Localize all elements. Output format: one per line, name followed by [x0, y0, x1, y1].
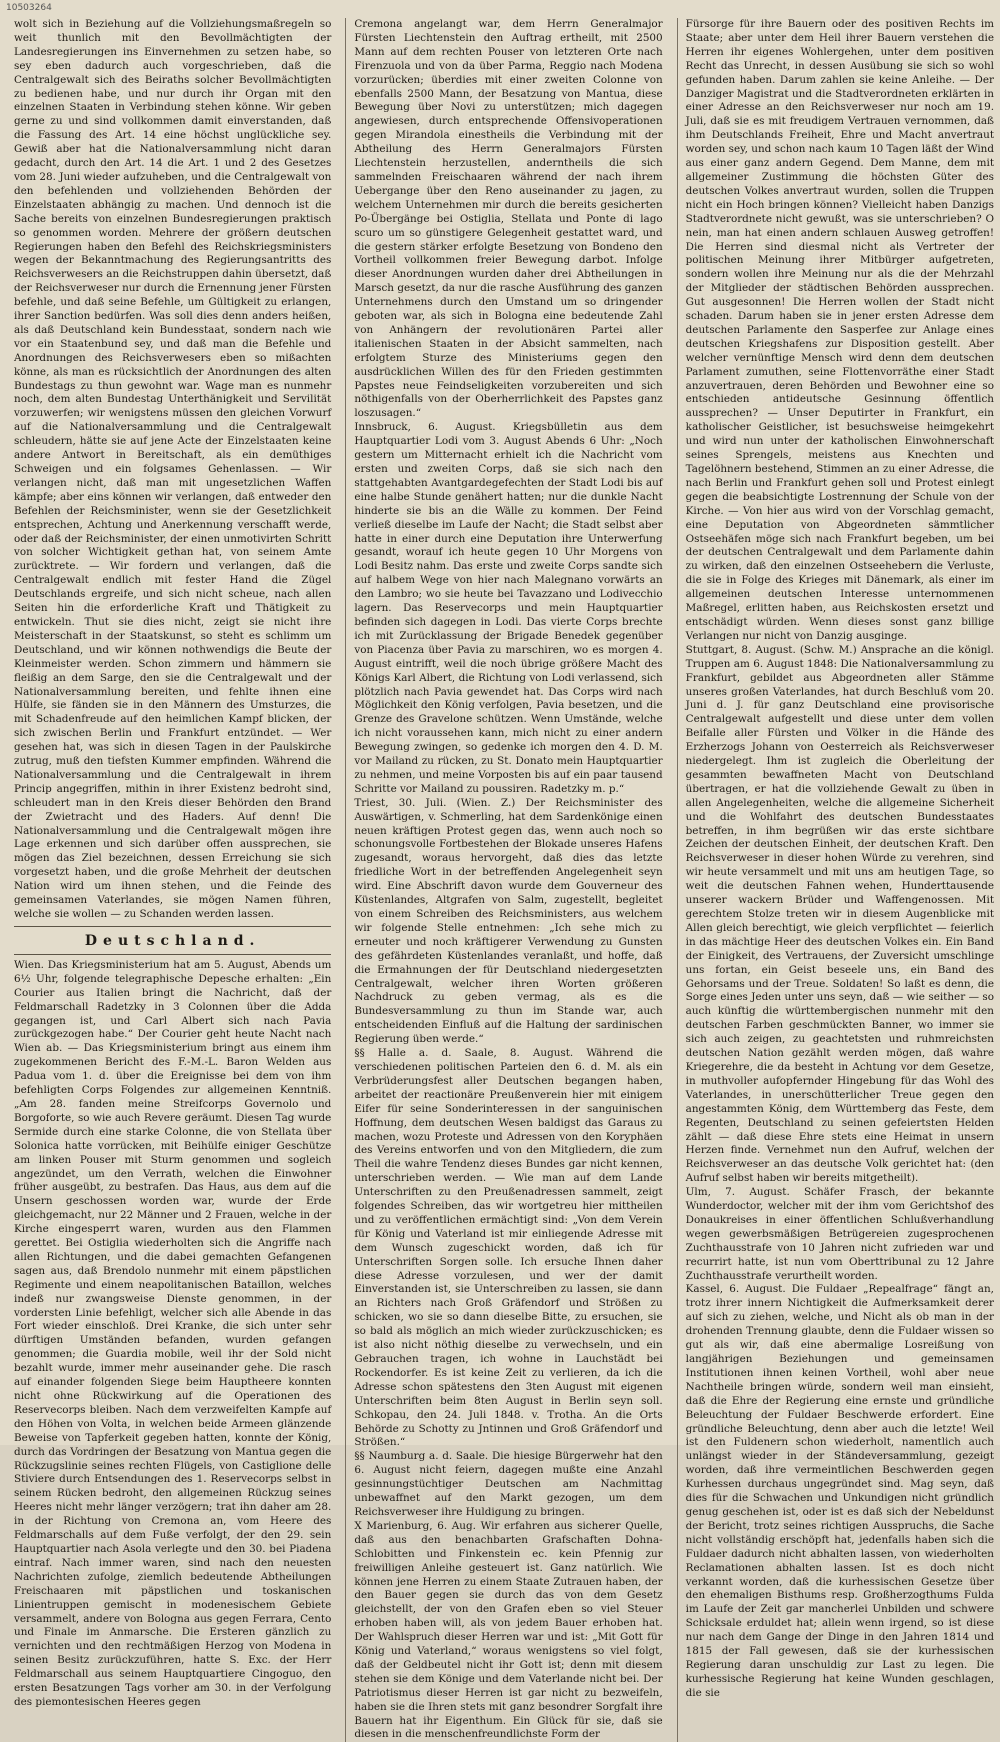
- article-text: §§ Naumburg a. d. Saale. Die hiesige Bürgerwehr hat den 6. August nicht feiern, dagegen mußte eine Anzahl gesinnungstüchtiger Deutschen am Nachmittag unbewaffnet auf den Markt gezogen, um dem Reichsverweser ihre Huldigung zu bringen.: [354, 1450, 663, 1518]
- column-1: [14, 18, 331, 1742]
- text-columns: [14, 18, 994, 1741]
- article-text: Cremona angelangt war, dem Herrn Generalmajor Fürsten Liechtenstein den Auftrag ertheilt, mit 2500 Mann auf dem rechten Pouser von letzteren Orte nach Firenzuola und von da über Parma, Reggio nach Modena vorzurücken; überdies mit einer zweiten Colonne von ebenfalls 2500 Mann, der Besatzung von Mantua, diese Bewegung über Novi zu unterstützen; mich dagegen angewiesen, durch entsprechende Offensivoperationen gegen Mirandola einestheils die Verbindung mit der Abtheilung des Herrn Generalmajors Fürsten Liechtenstein herzustellen, anderntheils die sich sammelnden Freischaaren während der nach ihrem Uebergange über den Reno auseinander zu jagen, zu welchem Unternehmen mir durch die bereits gesicherten Po-Übergänge bei Ostiglia, Stellata und Ponte di lago scuro um so günstigere Gelegenheit gestattet ward, und die gestern stärker erfolgte Besetzung von Bondeno den Vortheil vollkommen freier Bewegung darbot. Infolge dieser Anordnungen wurden daher drei Abtheilungen in Marsch gesetzt, da nur die rasche Ausführung des ganzen Unternehmens durch den Umstand um so dringender geboten war, als sich in Bologna eine bedeutende Zahl von Anhängern der revolutionären Partei aller italienischen Staaten in der Absicht sammelten, nach erfolgtem Sturze des Ministeriums gegen den ausdrücklichen Willen des für den Frieden gestimmten Papstes neue Feindseligkeiten vorzubereiten und sich nöthigenfalls von der Oberherrlichkeit des Papstes ganz loszusagen.“: [354, 18, 663, 420]
- article-text: Ulm, 7. August. Schäfer Frasch, der bekannte Wunderdoctor, welcher mit der ihm vom Gerichtshof des Donaukreises in einer öffentlichen Schlußverhandlung wegen gewerbsmäßigen Betrügereien zugesprochenen Zuchthausstrafe von 10 Jahren nicht zufrieden war und recurrirt hatte, ist nun vom Oberttribunal zu 12 Jahre Zuchthausstrafe verurtheilt worden.: [685, 1186, 994, 1282]
- article-text: Wien. Das Kriegsministerium hat am 5. August, Abends um 6½ Uhr, folgende telegraphische Depesche erhalten: „Ein Courier aus Italien bringt die Nachricht, daß der Feldmarschall Radetzky in 3 Colonnen über die Adda gegangen ist, und Carl Albert sich nach Pavia zurückgezogen habe.“ Der Courier geht heute Nacht nach Wien ab. — Das Kriegsministerium bringt aus einem ihm zugekommenen Bericht des F.-M.-L. Baron Welden aus Padua vom 1. d. über die Ereignisse bei dem von ihm befehligten Corps Folgendes zur allgemeinen Kenntniß. „Am 28. fanden meine Streifcorps Governolo und Borgoforte, so wie auch Revere geräumt. Diesen Tag wurde Sermide durch eine starke Colonne, die von Stellata über Solonica hatte vorrücken, mit Beihülfe einiger Geschütze am linken Pouser mit Sturm genommen und sogleich angezündet, um den Verrath, welchen die Einwohner früher ausgeübt, zu bestrafen. Das Haus, aus dem auf die Unsern geschossen worden war, wurde der Erde gleichgemacht, nur 22 Männer und 2 Frauen, welche in der Kirche eingesperrt waren, wurden aus den Flammen gerettet. Bei Ostiglia wiederholten sich die Angriffe nach allen Richtungen, und die dabei gemachten Gefangenen sagen aus, daß Brendolo nunmehr mit einem päpstlichen Regimente und einem neapolitanischen Bataillon, welches indeß nur zwangsweise Dienste genommen, in der vordersten Linie befehligt, welcher sich alle Abende in das Fort wieder einschloß. Drei Kranke, die sich unter sehr dürftigen Umständen befanden, wurden gefangen genommen; die Guardia mobile, weil ihr der Sold nicht bezahlt wurde, immer mehr auseinander gehe. Die rasch auf einander folgenden Siege beim Hauptheere konnten nicht ohne Rückwirkung auf die Operationen des Reservecorps bleiben. Nach dem verzweifelten Kampfe auf den Höhen von Volta, in welchen beide Armeen glänzende Beweise von Tapferkeit gegeben hatten, konnte der König, durch das Vordringen der Besatzung von Mantua gegen die Rückzugslinie seines rechten Flügels, von Castiglione delle Stiviere durch Entsendungen des 1. Reservecorps selbst in seinem Rücken bedroht, den allgemeinen Rückzug seines Heeres nicht mehr länger verzögern; trat ihn daher am 28. in der Richtung von Cremona an, vom Heere des Feldmarschalls auf dem Fuße verfolgt, der den 29. sein Hauptquartier nach Asola verlegte und den 30. bei Piadena eintraf. Nach immer waren, sind nach den neuesten Nachrichten zufolge, ziemlich bedeutende Abtheilungen Freischaaren mit päpstlichen und toskanischen Linientruppen gemischt in modenesischem Gebiete versammelt, andere von Bologna aus gegen Ferrara, Cento und Finale im Anmarsche. Die Ersteren gänzlich zu vernichten und den rechtmäßigen Herzog von Modena in seinen Besitz zurückzuführen, hatte S. Exc. der Herr Feldmarschall aus seinem Hauptquartiere Cingoguo, den ersten Besatzungen Tags vorher am 30. in der Verfolgung des piemontesischen Heeres gegen: [14, 958, 332, 1708]
- article-text: Triest, 30. Juli. (Wien. Z.) Der Reichsminister des Auswärtigen, v. Schmerling, hat dem Sardenkönige einen neuen kräftigen Protest gegen das, wenn auch noch so schonungsvolle Fortbestehen der Blokade unseres Hafens zugesandt, woraus hervorgeht, daß dies das letzte friedliche Wort in der betreffenden Angelegenheit seyn wird. Eine Abschrift davon wurde dem Gouverneur des Küstenlandes, Altgrafen von Salm, zugestellt, begleitet von einem Schreiben des Reichsministers, aus welchem wir folgende Stelle entnehmen: „Ich sehe mich zu erneuter und noch kräftigerer Verwendung zu Gunsten des gefährdeten Küstenlandes veranlaßt, und hoffe, daß die Ermahnungen der für Deutschland niedergesetzten Centralgewalt, welcher ihren Worten größeren Nachdruck zu geben vermag, als es die Bundesversammlung zu thun im Stande war, auch entscheidenden Einfluß auf die Haltung der sardinischen Regierung üben werde.“: [354, 796, 663, 1046]
- column-3: [677, 18, 994, 1742]
- article-text: §§ Halle a. d. Saale, 8. August. Während die verschiedenen politischen Parteien den 6. d. M. als ein Verbrüderungsfest aller Deutschen begangen haben, arbeitet der reactionäre Preußenverein hier mit einigem Eifer für seine Sonderinteressen in der sanguinischen Hoffnung, dem deutschen Wesen baldigst das Garaus zu machen, wozu Proteste und Adressen von den Koryphäen des Vereins entworfen und von den Mitgliedern, die zum Theil die wahre Tendenz dieses Bundes gar nicht kennen, unterschrieben werden. — Wie man auf dem Lande Unterschriften zu den Preußenadressen sammelt, zeigt folgendes Schreiben, das wir wortgetreu hier mittheilen und zu veröffentlichen ermächtigt sind: „Von dem Verein für König und Vaterland ist mir einliegende Adresse mit dem Wunsch zugeschickt worden, daß ich für Unterschriften Sorgen solle. Ich ersuche Ihnen daher diese Adresse vorzulesen, und wer der damit Einverstanden ist, sie Unterschreiben zu lassen, sie dann an Richters nach Groß Gräfendorf und Strößen zu schicken, wo sie so dann dieselbe Bitte, zu ersuchen, sie so bald als möglich an mich wieder zurückzuschicken; es ist also nicht nöthig dieselbe zu verwechseln, und ein Gebrauchen tragen, ich wohne in Lauchstädt bei Rockendorfer. Es ist keine Zeit zu verlieren, da ich die Adresse schon spätestens den 3ten August mit eigenen Unterschriften beim 8ten August in Berlin seyn soll. Schkopau, den 24. Juli 1848. v. Trotha. An die Orts Behörde zu Schotty zu Jntinnen und Groß Gräfendorf und Strößen.“: [354, 1047, 663, 1449]
- article-text: Stuttgart, 8. August. (Schw. M.) Ansprache an die königl. Truppen am 6. August 1848: Die Nationalversammlung zu Frankfurt, gebildet aus Abgeordneten aller Stämme unseres großen Vaterlandes, hat durch Beschluß vom 20. Juni d. J. für ganz Deutschland eine provisorische Centralgewalt aufgestellt und diese unter dem vollen Beifalle aller Fürsten und Völker in die Hände des Erzherzogs Johann von Oesterreich als Reichsverweser niedergelegt. Ihm ist zugleich die Oberleitung der gesammten bewaffneten Macht von Deutschland übertragen, er hat die vollziehende Gewalt zu üben in allen Angelegenheiten, welche die allgemeine Sicherheit und die Wohlfahrt des deutschen Bundesstaates betreffen, in ihm begrüßen wir das erste sichtbare Zeichen der deutschen Einheit, der deutschen Kraft. Den Reichsverweser in dieser hohen Würde zu verehren, sind wir heute versammelt und mit uns am heutigen Tage, so weit die deutschen Fahnen wehen, Hunderttausende unserer wackern Brüder und Waffengenossen. Mit gerechtem Stolze treten wir in diesem Augenblicke mit Allen gleich berechtigt, wie gleich verpflichtet — feierlich in das mächtige Heer des deutschen Volkes ein. Ein Band der Einigkeit, des Vertrauens, der Zuversicht umschlinge uns fortan, ein Geist beseele uns, ein Band des Gehorsams und der Treue. Soldaten! So laßt es denn, die Sorge eines Jeden unter uns seyn, daß — wie seither — so auch künftig die württembergischen nunmehr mit den deutschen Farben geschmückten Banner, wo immer sie sich auch zeigen, zu geachtetsten und ruhmreichsten deutschen Nation gezählt werden mögen, daß wahre Kriegerehre, die da besteht in Achtung vor dem Gesetze, in muthvoller aufopfernder Hingebung für das Wohl des Vaterlandes, in unerschütterlicher Treue gegen den angestammten König, dem Württemberg das Feste, dem Regenten, Deutschland zu seinen gefeiertsten Helden zählt — daß diese Ehre stets eine Heimat in unsern Herzen finde. Vernehmet nun den Aufruf, welchen der Reichsverweser an das deutsche Volk gerichtet hat: (den Aufruf selbst haben wir bereits mitgetheilt).: [685, 643, 994, 1185]
- column-2: [345, 18, 662, 1742]
- column-rule: [14, 954, 331, 955]
- article-text: Kassel, 6. August. Die Fuldaer „Repealfrage“ fängt an, trotz ihrer innern Nichtigkeit die Aufmerksamkeit derer auf sich zu ziehen, welche, und Nicht als ob man in der drohenden Trennung glaubte, denn die Fuldaer wissen so gut als wir, daß eine abermalige Losreißung von langjährigen Beziehungen und gemeinsamen Institutionen ihnen keinen Vortheil, wohl aber neue Nachtheile bringen würde, sondern weil man einsieht, daß die Ehre der Regierung eine ernste und gründliche Beleuchtung der Fuldaer Beschwerde erfordert. Eine gründliche Beleuchtung, denn aber auch die letzte! Weil ist den Fuldenern schon wiederholt, namentlich auch unlängst wieder in der Ständeversammlung, gezeigt worden, daß ihre vermeintlichen Beschwerden gegen Kurhessen durchaus ungegründet sind. Mag seyn, daß dies für die Schwachen und Unkundigen nicht gründlich genug geschehen ist, oder ist es daß sich der Nebeldunst der Bericht, trotz seines richtigen Ausspruchs, die Sache nicht vollständig erschöpft hat, jedenfalls haben sich die Fuldaer dadurch nicht abhalten lassen, von wiederholten Reclamationen abhalten lassen. Ist es doch nicht verkannt worden, daß die kurhessischen Gesetze über den ehemaligen Bisthums resp. Großherzogthums Fulda im Laufe der Zeit gar mancherlei Unbilden und schwere Schicksale erduldet hat; allein wenn irgend, so ist diese nur nach dem Gange der Dinge in den Jahren 1814 und 1815 der Fall gewesen, daß sie der kurhessischen Regierung daran unschuldig zur Last zu legen. Die kurhessische Regierung hat keine Wunden geschlagen, die sie: [685, 1283, 994, 1699]
- article-text: Innsbruck, 6. August. Kriegsbülletin aus dem Hauptquartier Lodi vom 3. August Abends 6 Uhr: „Noch gestern um Mitternacht erhielt ich die Nachricht vom ersten und zweiten Corps, daß sie sich nach den stattgehabten Avantgardegefechten der Stadt Lodi bis auf eine halbe Stunde genähert hatten; nur die dunkle Nacht hinderte sie bis an die Wälle zu kommen. Der Feind verließ dieselbe im Laufe der Nacht; die Stadt selbst aber hatte in einer durch eine Deputation ihre Unterwerfung gesandt, worauf ich heute gegen 10 Uhr Morgens von Lodi Besitz nahm. Das erste und zweite Corps sandte sich auf halbem Wege von hier nach Malegnano vorwärts an den Lambro; wo sie heute bei Tavazzano und Lodivecchio lagern. Das Reservecorps und mein Hauptquartier befinden sich dagegen in Lodi. Das vierte Corps brechte ich mit Zurücklassung der Brigade Benedek gegenüber von Piacenza über Pavia zu marschiren, wo es morgen 4. August eintrifft, weil die noch übrige größere Macht des Königs Karl Albert, die Richtung von Lodi verlassend, sich plötzlich nach Pavia gewendet hat. Das Corps wird nach Möglichkeit den König verfolgen, Pavia besetzen, und die Grenze des Gravelone schützen. Wenn Umstände, welche ich nicht voraussehen kann, mich nicht zu einer andern Bewegung zwingen, so gedenke ich morgen den 4. D. M. vor Mailand zu rücken, zu St. Donato mein Hauptquartier zu nehmen, und meine Vorposten bis auf ein paar tausend Schritte vor Mailand zu poussiren. Radetzky m. p.“: [354, 421, 663, 795]
- column-rule: [14, 926, 331, 927]
- section-heading: Deutschland.: [84, 932, 261, 949]
- article-text: Fürsorge für ihre Bauern oder des positiven Rechts im Staate; aber unter dem Heil ihrer Bauern verstehen die Herren ihr eigenes Wohlergehen, unter dem positiven Recht das Unrecht, in dessen Ausübung sie sich so wohl gefunden haben. Darum zahlen sie keine Anleihe. — Der Danziger Magistrat und die Stadtverordneten erklärten in einer Adresse an den Reichsverweser nur noch am 19. Juli, daß sie es mit freudigem Vertrauen vernommen, daß ihm Deutschlands Freiheit, Ehre und Macht anvertraut worden sey, und schon nach kaum 10 Tagen läßt der Wind aus einer ganz andern Gegend. Dem Manne, dem mit allgemeiner Zustimmung die höchsten Güter des deutschen Volkes anvertraut wurden, sollen die Truppen nicht ein Hoch bringen können? Vielleicht haben Danzigs Stadtverordnete nicht gewußt, was sie unterschrieben? O nein, man hat einen andern schlauen Ausweg getroffen! Die Herren sind diesmal nicht als Vertreter der politischen Meinung ihrer Mitbürger aufgetreten, sondern wollen ihre Meinung nur als die der Mehrzahl der Mitglieder der städtischen Behörden aussprechen. Gut ausgesonnen! Die Herren wollen der Stadt nicht schaden. Darum haben sie in jener ersten Adresse dem deutschen Parlamente den Sasperfee zur Anlage eines deutschen Kriegshafens zur Disposition gestellt. Aber welcher vernünftige Mensch wird denn dem deutschen Parlament zumuthen, seine Flottenvorräthe einer Stadt anzuvertrauen, deren Behörden und Bewohner eine so entschieden antideutsche Gesinnung öffentlich aussprechen? — Unser Deputirter in Frankfurt, ein katholischer Geistlicher, ist besuchsweise heimgekehrt und wird nun unter der katholischen Einwohnerschaft seines Sprengels, meistens aus Knechten und Tagelöhnern bestehend, Stimmen an zu einer Adresse, die nach Berlin und Frankfurt gehen soll und Protest einlegt gegen die beabsichtigte Lostrennung der Schule von der Kirche. — Von hier aus wird von der Vorschlag gemacht, eine Deputation von Abgeordneten sämmtlicher Ostseehäfen möge sich nach Frankfurt begeben, um bei der deutschen Centralgewalt und dem Parlamente dahin zu wirken, daß den einzelnen Ostseehebern die Verluste, die sie in Folge des Krieges mit Dänemark, als einer im allgemeinen deutschen Interesse unternommenen Maßregel, erlitten haben, aus Reichskosten ersetzt und entschädigt würden. Wenn dieses sonst ganz billige Verlangen nur nicht von Danzig ausginge.: [685, 18, 994, 642]
- catalog-number: 10503264: [6, 3, 52, 13]
- article-text: X Marienburg, 6. Aug. Wir erfahren aus sicherer Quelle, daß aus den benachbarten Grafschaften Dohna-Schlobitten und Finkenstein ec. kein Pfennig zur freiwilligen Anleihe gesteuert ist. Ganz natürlich. Wie können jene Herren zu einem Staate Zutrauen haben, der den Bauer gegen sie durch das von dem Gesetz gleichstellt, der von den Grafen eben so viel Steuer erhoben haben will, als von jedem Bauer erhoben hat. Der Wahlspruch dieser Herren war und ist: „Mit Gott für König und Vaterland,“ woraus wenigstens so viel folgt, daß der Geldbeutel nicht ihr Gott ist; denn mit diesem stehen sie dem Könige und dem Vaterlande nicht bei. Der Patriotismus dieser Herren ist gar nicht zu bezweifeln, haben sie die Ihren stets mit ganz besondrer Sorgfalt ihre Bauern hat ihr Eigenthum. Ein Glück für sie, daß sie diesen in die menschenfreundlichste Form der: [354, 1519, 663, 1741]
- article-text: wolt sich in Beziehung auf die Vollziehungsmaßregeln so weit thunlich mit den Bevollmächtigten der Landesregierungen ins Einvernehmen zu setzen habe, so sey eben dadurch auch vorgeschrieben, daß die Centralgewalt sich des Beiraths solcher Bevollmächtigten zu bedienen habe, und nur durch ihr Organ mit den einzelnen Staaten in Verbindung stehen könne. Wir geben gerne zu und sind vollkommen damit einverstanden, daß die Fassung des Art. 14 eine höchst unglückliche sey. Gewiß aber hat die Nationalversammlung nicht daran gedacht, durch den Art. 14 die Art. 1 und 2 des Gesetzes vom 28. Juni wieder aufzuheben, und die Centralgewalt von den befehlenden und vollziehenden Behörden der Einzelstaaten abhängig zu machen. Und dennoch ist die Sache bereits von einzelnen Bundesregierungen praktisch so genommen worden. Mehrere der größern deutschen Regierungen haben den Befehl des Reichskriegsministers wegen der Bekanntmachung des Regierungsantritts des Reichsverwesers an die Reichstruppen dahin übersetzt, daß der Reichsverweser nur durch die Ernennung jener Fürsten befehle, und daß seine Befehle, um Gültigkeit zu erlangen, ihrer Sanction bedürfen. Was soll dies denn anders heißen, als daß Deutschland kein Bundesstaat, sondern nach wie vor ein Staatenbund sey, und daß man die Befehle und Anordnungen des Reichsverwesers eben so mißachten könne, als man es rücksichtlich der Anordnungen des alten Bundestags zu thun gewohnt war. Wage man es nunmehr noch, dem alten Bundestag Unterthänigkeit und Servilität vorzuwerfen; wir wenigstens müssen den gleichen Vorwurf auf die Nationalversammlung und die Centralgewalt schleudern, hätte sie auf jene Acte der Einzelstaaten keine andere Antwort in Bereitschaft, als ein demüthiges Schweigen und ein folgsames Gehenlassen. — Wir verlangen nicht, daß man mit ungesetzlichen Waffen kämpfe; aber eins können wir verlangen, daß entweder den Befehlen der Reichsminister, wenn sie der Gesetzlichkeit entsprechen, Achtung und Anerkennung verschafft werde, oder daß der Reichsminister, der einen unmotivirten Schritt von solcher Wichtigkeit gethan hat, von seinem Amte zurücktrete. — Wir fordern und verlangen, daß die Centralgewalt endlich mit fester Hand die Zügel Deutschlands ergreife, und sich nicht scheue, nach allen Seiten hin die erforderliche Kraft und Thätigkeit zu entwickeln. Thut sie dies nicht, zeigt sie nicht ihre Meisterschaft in der Staatskunst, so steht es schlimm um Deutschland, und wir können nothwendigs die Beute der Kleinmeister werden. Schon zimmern und hämmern sie fleißig an dem Sarge, den sie die Centralgewalt und der Nationalversammlung bereiten, und fehlte ihnen eine Hülfe, sie fänden sie in den Männern des Umsturzes, die mit Schadenfreude auf den heimlichen Kampf blicken, der sich zwischen Berlin und Frankfurt entzündet. — Wer gesehen hat, was sich in diesen Tagen in der Paulskirche zutrug, muß den tiefsten Kummer empfinden. Während die Nationalversammlung und die Centralgewalt in ihrem Princip angegriffen, mithin in ihrer Existenz bedroht sind, schleudert man in den Kreis dieser Behörden den Brand der Zwietracht und des Haders. Auf denn! Die Nationalversammlung und die Centralgewalt mögen ihre Lage erkennen und sich darüber offen aussprechen, sie mögen das Ziel bezeichnen, dessen Erreichung sie sich vorgesetzt haben, und die große Mehrheit der deutschen Nation wird um ihnen stehen, und die Feinde des gemeinsamen Vaterlandes, sie mögen Namen führen, welche sie wollen — zu Schanden werden lassen.: [14, 18, 332, 920]
